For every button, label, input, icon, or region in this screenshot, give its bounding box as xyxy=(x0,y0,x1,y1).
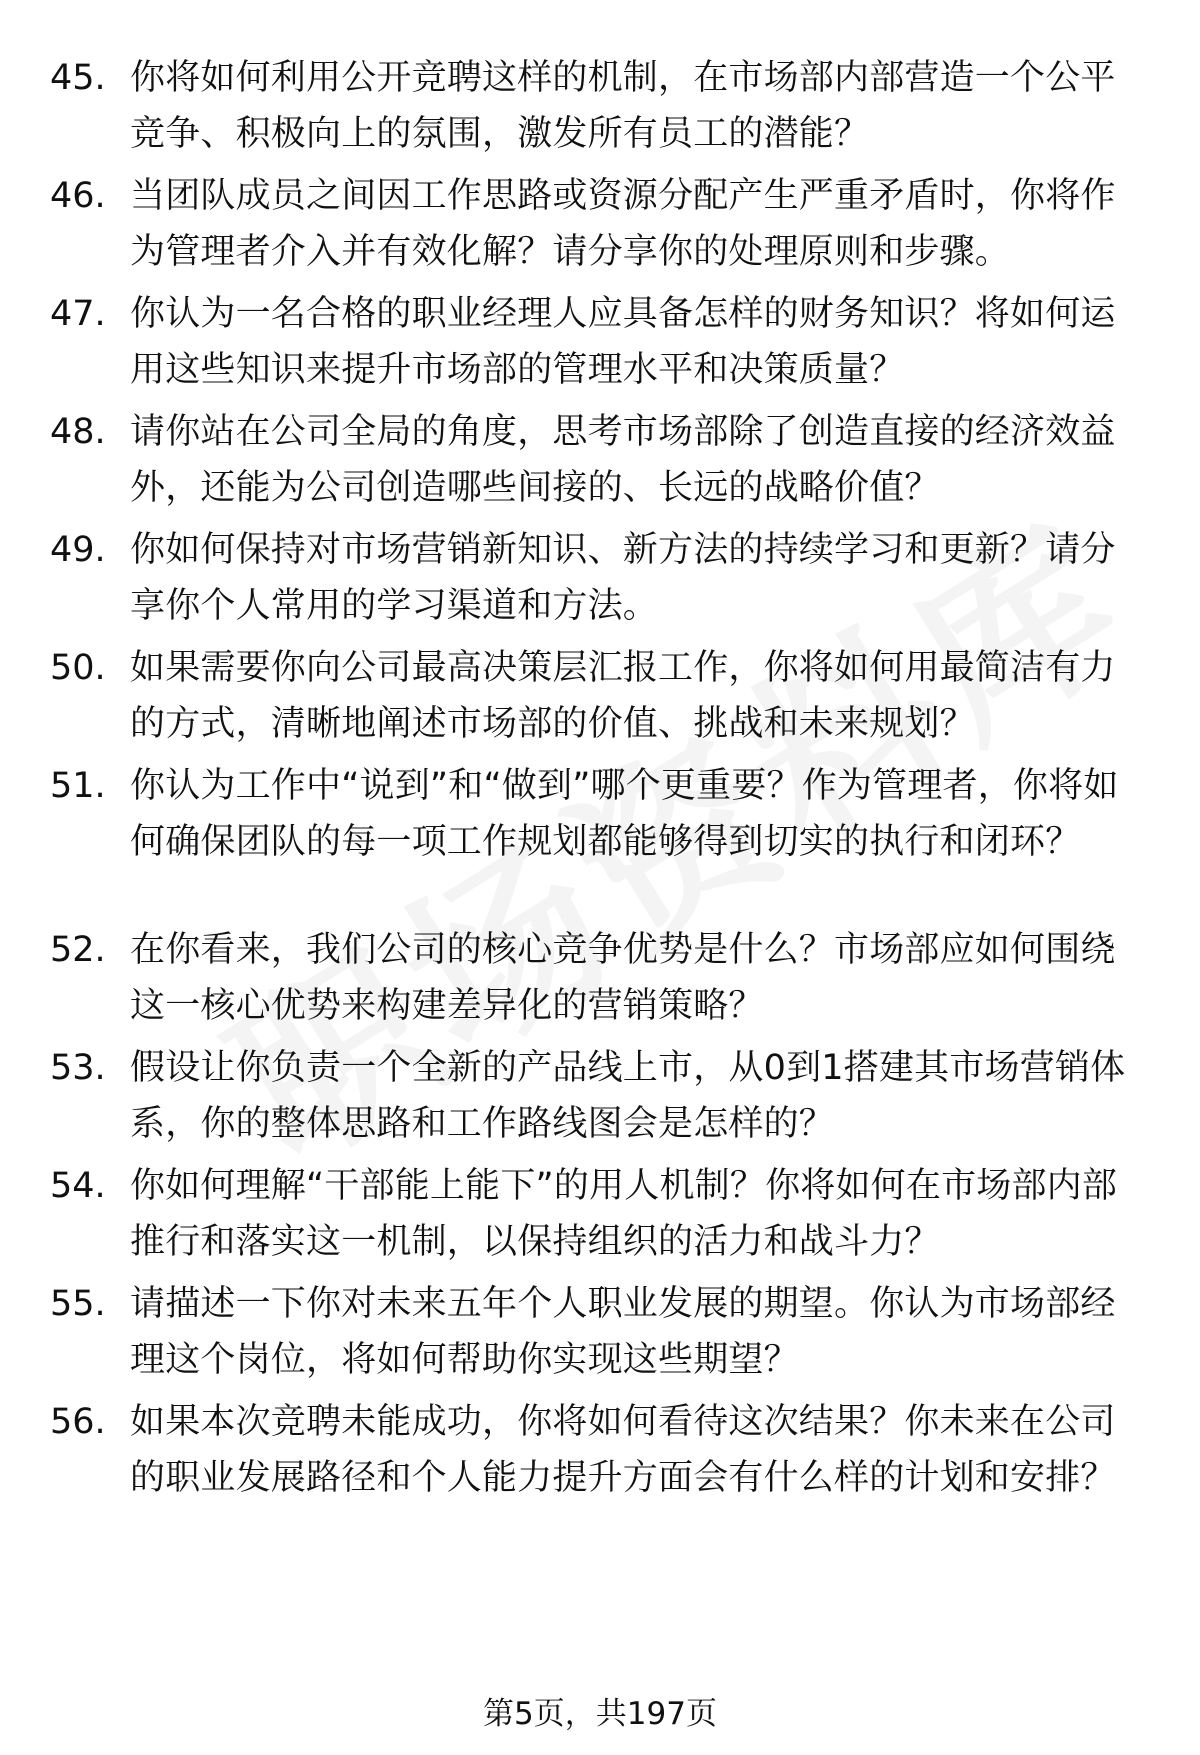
question-number: 46. xyxy=(50,176,106,216)
question-number: 55. xyxy=(50,1284,106,1324)
question-text: 你认为工作中“说到”和“做到”哪个更重要？作为管理者，你将如何确保团队的每一项工作规划都能够得到切实的执行和闭环？ xyxy=(130,766,1119,862)
question-text: 当团队成员之间因工作思路或资源分配产生严重矛盾时，你将作为管理者介入并有效化解？请分享你的处理原则和步骤。 xyxy=(130,176,1116,272)
question-text: 你如何保持对市场营销新知识、新方法的持续学习和更新？请分享你个人常用的学习渠道和方法。 xyxy=(130,530,1116,626)
page-number-label: 第5页，共197页 xyxy=(483,1696,717,1732)
question-text: 你认为一名合格的职业经理人应具备怎样的财务知识？将如何运用这些知识来提升市场部的管理水平和决策质量？ xyxy=(130,294,1116,390)
question-number: 50. xyxy=(50,648,106,688)
question-text: 请你站在公司全局的角度，思考市场部除了创造直接的经济效益外，还能为公司创造哪些间接的、长远的战略价值？ xyxy=(130,412,1116,508)
page-footer xyxy=(0,1694,1200,1734)
question-number: 49. xyxy=(50,530,106,570)
question-text: 请描述一下你对未来五年个人职业发展的期望。你认为市场部经理这个岗位，将如何帮助你实现这些期望？ xyxy=(130,1284,1116,1380)
question-number: 54. xyxy=(50,1166,106,1206)
question-number: 52. xyxy=(50,930,106,970)
question-text: 假设让你负责一个全新的产品线上市，从0到1搭建其市场营销体系，你的整体思路和工作路线图会是怎样的？ xyxy=(130,1048,1126,1144)
question-number: 56. xyxy=(50,1402,106,1442)
question-number: 51. xyxy=(50,766,106,806)
question-text: 在你看来，我们公司的核心竞争优势是什么？市场部应如何围绕这一核心优势来构建差异化的营销策略？ xyxy=(130,930,1116,1026)
question-number: 48. xyxy=(50,412,106,452)
question-number: 45. xyxy=(50,58,106,98)
question-text: 如果本次竞聘未能成功，你将如何看待这次结果？你未来在公司的职业发展路径和个人能力提升方面会有什么样的计划和安排？ xyxy=(130,1402,1116,1498)
question-text: 你将如何利用公开竞聘这样的机制，在市场部内部营造一个公平竞争、积极向上的氛围，激发所有员工的潜能？ xyxy=(130,58,1116,154)
question-text: 你如何理解“干部能上能下”的用人机制？你将如何在市场部内部推行和落实这一机制，以保持组织的活力和战斗力？ xyxy=(130,1166,1118,1262)
question-number: 53. xyxy=(50,1048,106,1088)
question-text: 如果需要你向公司最高决策层汇报工作，你将如何用最简洁有力的方式，清晰地阐述市场部的价值、挑战和未来规划？ xyxy=(130,648,1116,744)
question-number: 47. xyxy=(50,294,106,334)
